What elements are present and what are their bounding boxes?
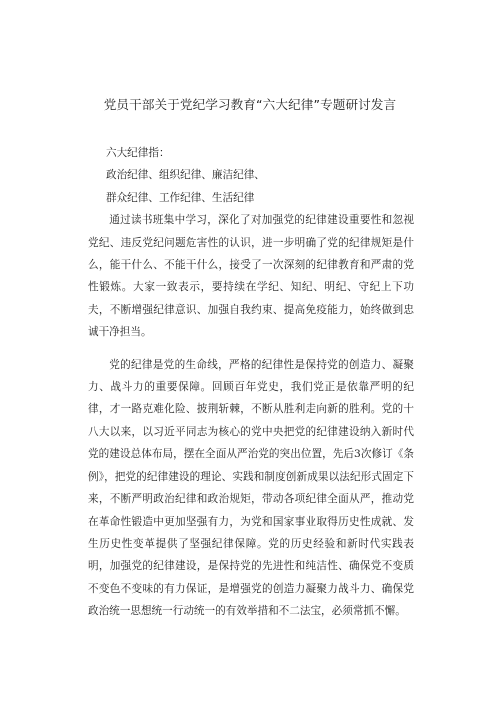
discipline-list-line-2: 群众纪律、工作纪律、生活纪律 [106, 191, 255, 204]
document-body [88, 142, 414, 623]
discipline-list-line-1: 政治纪律、组织纪律、廉洁纪律、 [106, 169, 265, 182]
paragraph-1: 通过读书班集中学习，深化了对加强党的纪律建设重要性和忽视党纪、违反党纪问题危害性的认识，进一步明确了党的纪律规矩是什么，能干什么、不能干什么，接受了一次深刻的纪律教育和严肃的党性锻炼。大家一致表示，要持续在学纪、知纪、明纪、守纪上下功夫，不断增强纪律意识、加强自我约束、提高免疫能力，始终做到忠诚干净担当。 [88, 214, 414, 339]
intro-label: 六大纪律指： [106, 147, 170, 159]
paragraph-spacer [88, 344, 414, 354]
paragraph-2: 党的纪律是党的生命线，严格的纪律性是保持党的创造力、凝聚力、战斗力的重要保障。回顾百年党史，我们党正是依靠严明的纪律，才一路克难化险、披荆斩棘，不断从胜利走向新的胜利。党的十八大以来，以习近平同志为核心的党中央把党的纪律建设纳入新时代党的建设总体布局，摆在全面从严治党的突出位置，先后3次修订《条例》，把党的纪律建设的理论、实践和制度创新成果以法纪形式固定下来，不断严明政治纪律和政治规矩，带动各项纪律全面从严，推动党在革命性锻造中更加坚强有力，为党和国家事业取得历史性成就、发生历史性变革提供了坚强纪律保障。党的历史经验和新时代实践表明，加强党的纪律建设，是保持党的先进性和纯洁性、确保党不变质不变色不变味的有力保证，是增强党的创造力凝聚力战斗力、确保党政治统一思想统一行动统一的有效举措和不二法宝，必须常抓不懈。 [88, 358, 414, 618]
document-title: 党员干部关于党纪学习教育“六大纪律”专题研讨发言 [103, 97, 397, 112]
